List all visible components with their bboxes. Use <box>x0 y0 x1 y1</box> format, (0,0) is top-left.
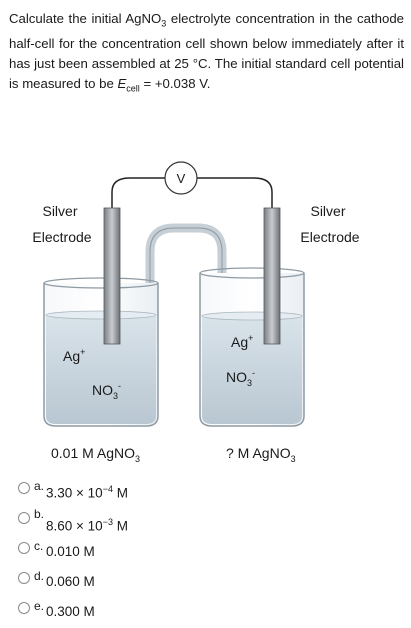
answer-options <box>18 476 318 626</box>
option-b-letter: b. <box>34 507 45 521</box>
question-text <box>9 9 404 98</box>
option-d[interactable] <box>18 566 318 596</box>
left-solution-label: 0.01 M AgNO$_3$ <box>51 445 141 464</box>
option-e-text: 0.300 M <box>46 604 95 619</box>
e-cell-subscript: cell <box>126 83 140 94</box>
option-e-letter: e. <box>34 599 45 613</box>
question-part-3: = +0.038 V. <box>139 75 211 91</box>
option-c-letter: c. <box>34 539 44 553</box>
right-wire <box>196 178 272 208</box>
right-electrode-label-1: Silver <box>310 203 346 219</box>
option-e-radio[interactable] <box>18 602 30 614</box>
option-a-letter: a. <box>34 479 45 493</box>
option-c-radio[interactable] <box>18 542 30 554</box>
question-subscript: 3 <box>161 18 167 29</box>
left-cation: Ag+ <box>63 347 86 364</box>
left-electrode-label-1: Silver <box>42 203 78 219</box>
right-beaker <box>200 268 304 426</box>
option-d-text: 0.060 M <box>46 574 95 589</box>
option-e[interactable] <box>18 596 318 626</box>
right-solution-label: ? M AgNO$_3$ <box>226 445 296 464</box>
left-wire <box>112 178 165 208</box>
right-silver-electrode <box>264 208 280 344</box>
voltmeter-label: V <box>176 171 186 186</box>
concentration-cell-diagram <box>0 140 411 470</box>
option-d-radio[interactable] <box>18 572 30 584</box>
option-a[interactable] <box>18 476 318 506</box>
option-d-letter: d. <box>34 569 45 583</box>
option-b-radio[interactable] <box>18 512 30 524</box>
e-cell-symbol: E <box>117 75 127 91</box>
option-b-text: $8.60 \times 10^{-3}$ M <box>46 517 128 534</box>
right-electrode-label-2: Electrode <box>300 229 360 245</box>
option-c[interactable] <box>18 536 318 566</box>
left-electrode-label-2: Electrode <box>32 229 92 245</box>
left-beaker <box>44 278 158 426</box>
left-silver-electrode <box>104 208 120 344</box>
option-a-text: $3.30 \times 10^{-4}$ M <box>46 484 128 501</box>
option-a-radio[interactable] <box>18 482 30 494</box>
option-c-text: 0.010 M <box>46 544 95 559</box>
option-b[interactable] <box>18 506 318 536</box>
right-anion: $NO_3^-$ <box>226 368 256 388</box>
right-cation: Ag+ <box>231 333 254 350</box>
question-part-1: Calculate the initial AgNO <box>9 11 162 26</box>
left-anion: $NO_3^-$ <box>92 381 122 401</box>
voltmeter <box>165 162 197 194</box>
question-part-2: electrolyte concentration in the cathode half-cell for the concentration cell shown below immediately after it has just been assembled at 25 °C. The initial standard cell potential is measured to be <box>9 11 404 91</box>
